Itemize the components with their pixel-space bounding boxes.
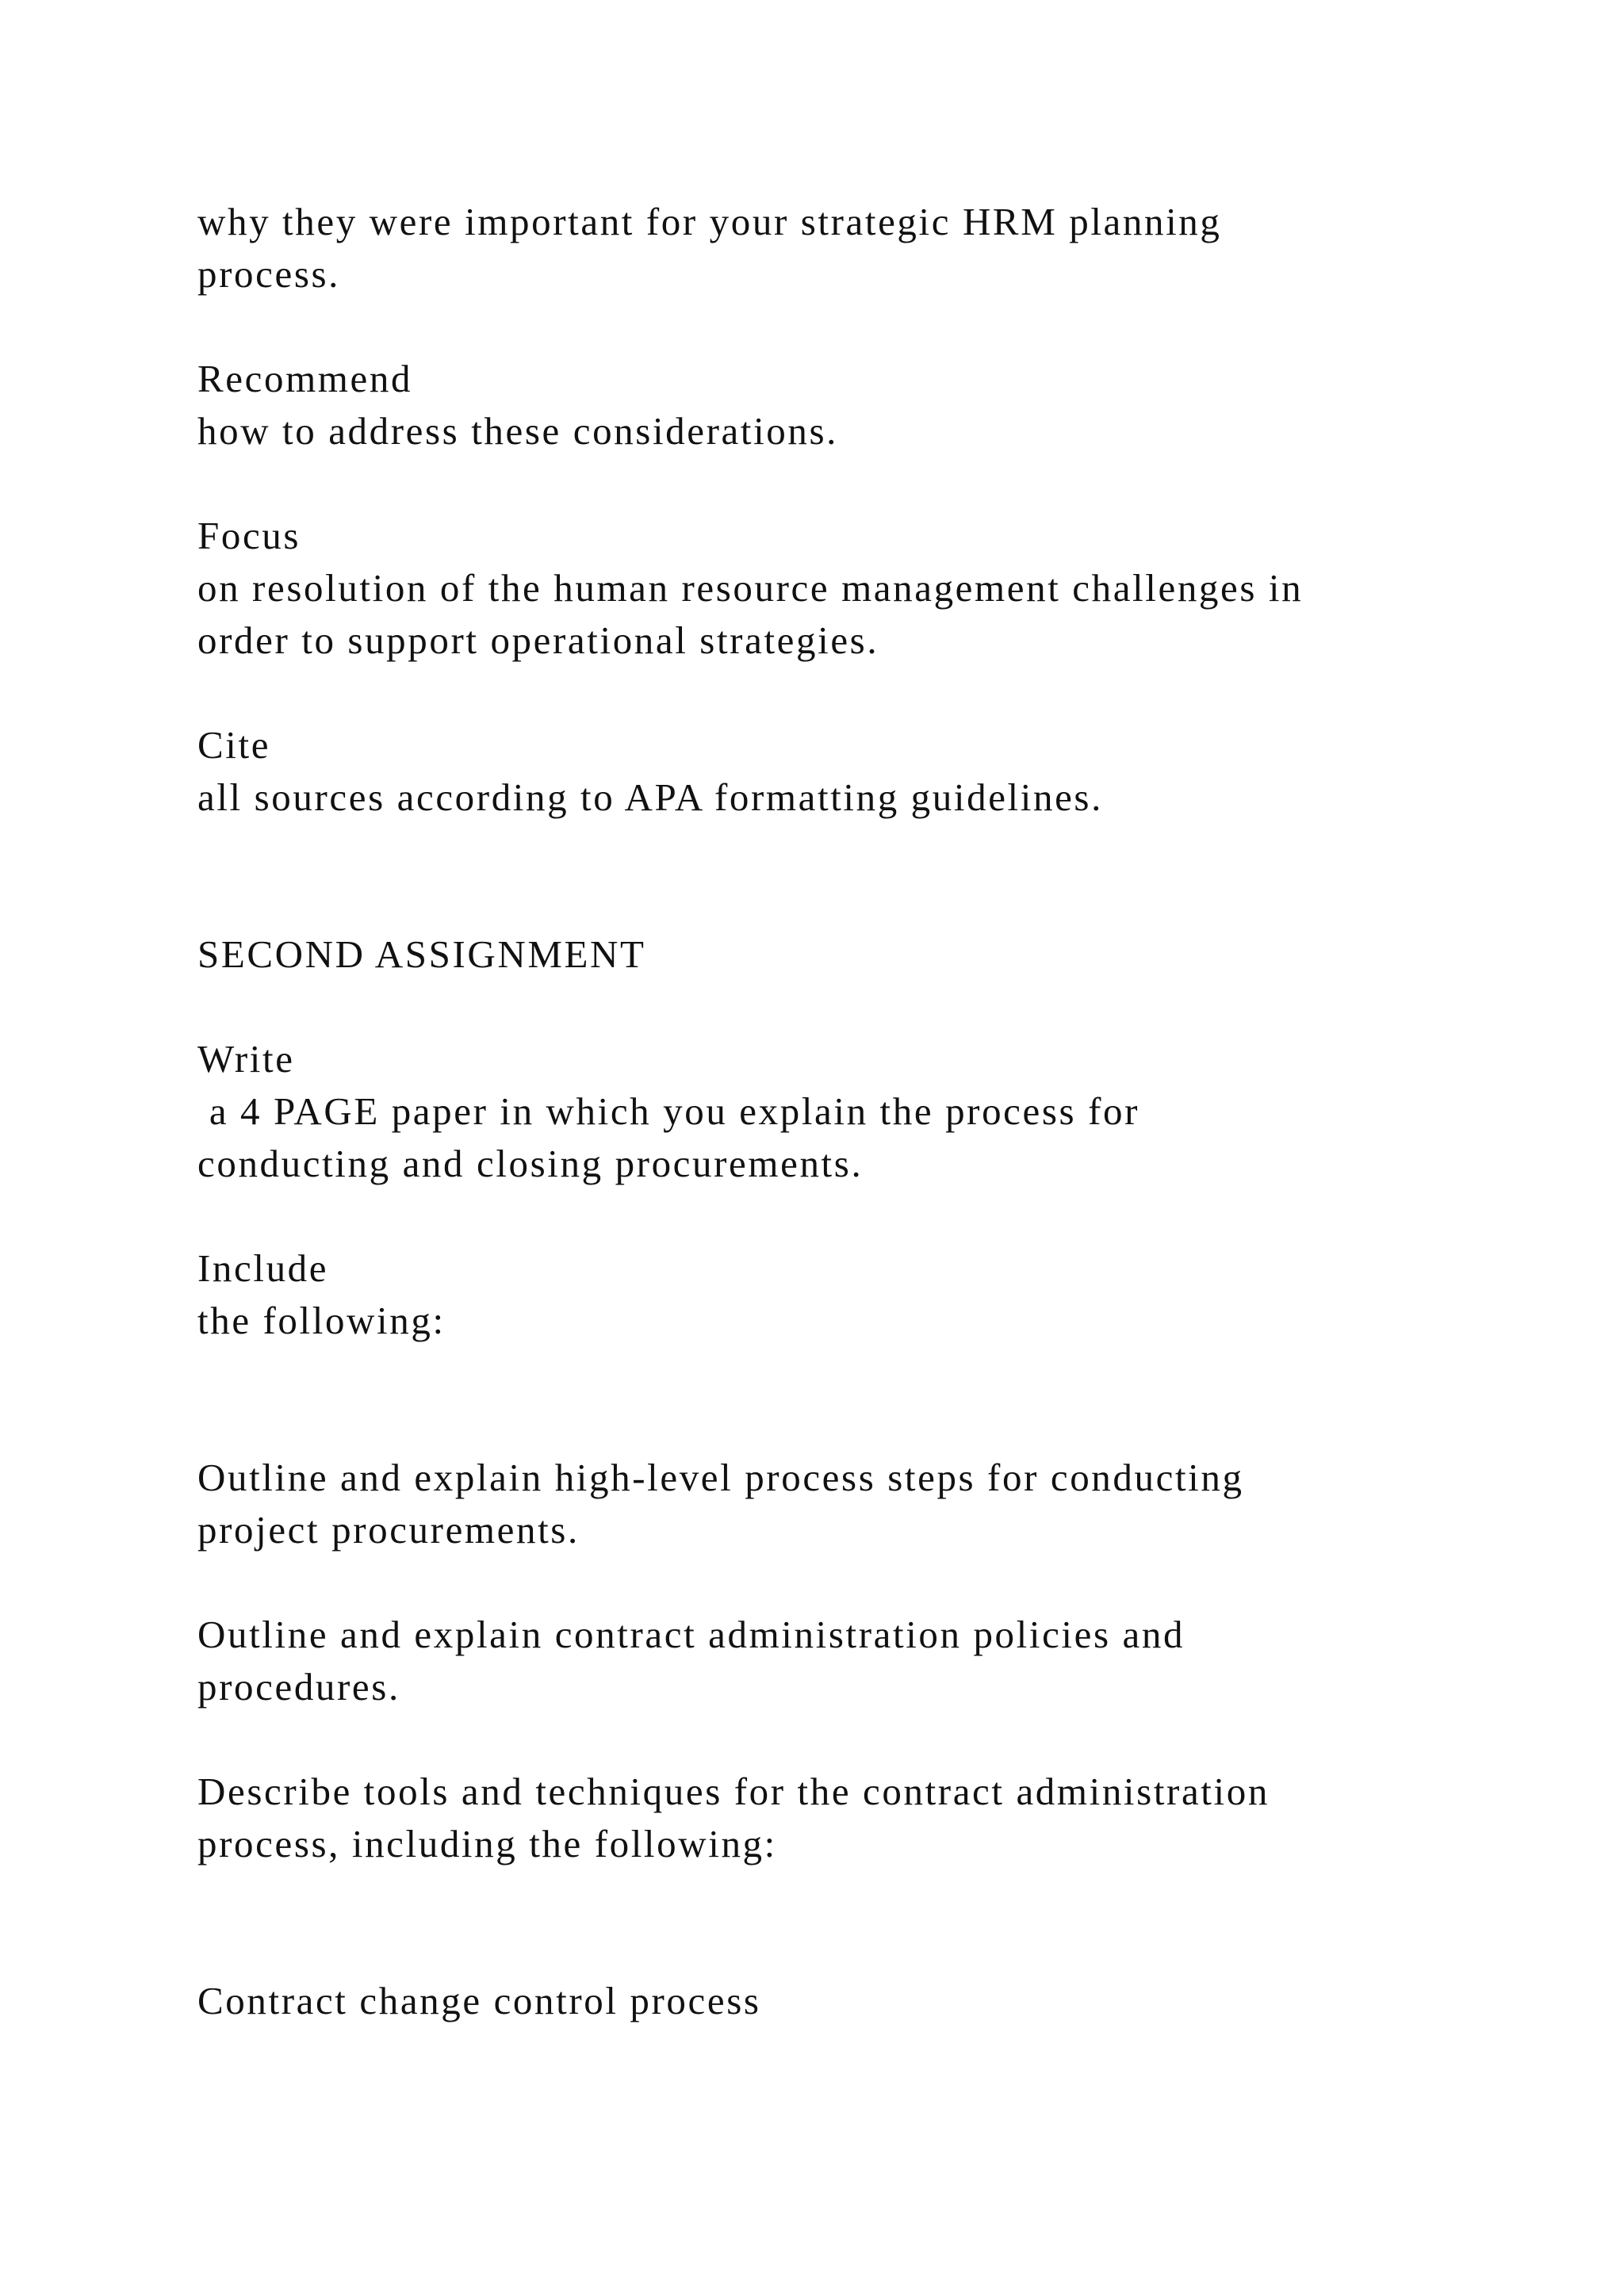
- text-line: why they were important for your strategic HRM planning: [197, 200, 1222, 243]
- text-line: Outline and explain contract administration policies and: [197, 1613, 1185, 1656]
- text-line: Contract change control process: [197, 1979, 761, 2022]
- text-line: order to support operational strategies.: [197, 618, 879, 662]
- text-line: on resolution of the human resource management challenges in: [197, 566, 1304, 610]
- text-line: Include: [197, 1246, 329, 1290]
- text-line: Describe tools and techniques for the contract administration: [197, 1770, 1270, 1813]
- text-line: process, including the following:: [197, 1822, 777, 1866]
- text-line: conducting and closing procurements.: [197, 1142, 864, 1185]
- text-line: all sources according to APA formatting guidelines.: [197, 775, 1103, 819]
- text-line: Focus: [197, 514, 301, 557]
- text-line: a 4 PAGE paper in which you explain the process for: [197, 1089, 1140, 1133]
- text-line: Outline and explain high-level process steps for conducting: [197, 1456, 1244, 1499]
- text-line: procedures.: [197, 1665, 400, 1709]
- text-line: the following:: [197, 1299, 446, 1342]
- text-line: how to address these considerations.: [197, 409, 839, 453]
- text-line: process.: [197, 252, 341, 296]
- text-line: Cite: [197, 723, 271, 767]
- text-line: Recommend: [197, 357, 413, 400]
- text-line: project procurements.: [197, 1508, 580, 1552]
- text-line: Write: [197, 1037, 295, 1081]
- section-heading: SECOND ASSIGNMENT: [197, 932, 646, 976]
